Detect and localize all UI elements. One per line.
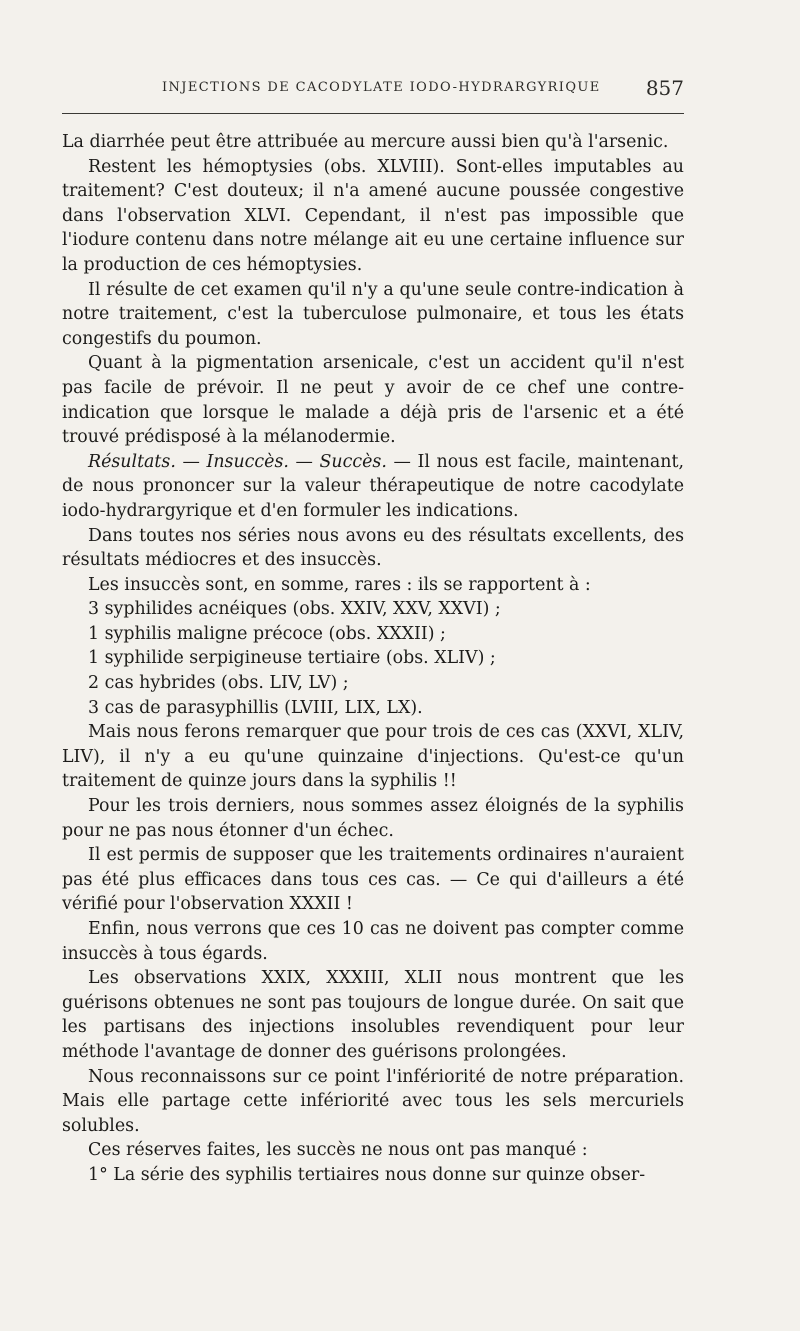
page-number: 857 [645,76,684,100]
successes-heading: Succès. [319,451,387,472]
failure-item: 1 syphilide serpigineuse tertiaire (obs. XLIV) ; [88,648,496,669]
paragraph: Il est permis de supposer que les traitements ordinaires n'auraient pas été plus efficaces dans tous ces cas. — Ce qui d'ailleurs a été vérifié pour l'observation XXXII ! [62,845,684,915]
failure-item: 2 cas hybrides (obs. LIV, LV) ; [88,673,349,694]
page-header [62,76,684,100]
results-paragraph [62,450,684,524]
paragraph: Il résulte de cet examen qu'il n'y a qu'une seule contre-indication à notre traitement, c'est la tuberculose pulmonaire, et tous les états congestifs du poumon. [62,279,684,349]
paragraph: Quant à la pigmentation arsenicale, c'est un accident qu'il n'est pas facile de prévoir. Il ne peut y avoir de ce chef une contre-indication que lorsque le malade a déjà pris de l'arsenic et a été trouvé prédisposé à la mélanodermie. [62,353,684,448]
paragraph: Mais nous ferons remarquer que pour trois de ces cas (XXVI, XLIV, LIV), il n'y a eu qu'une quinzaine d'injections. Qu'est-ce qu'un traitement de quinze jours dans la syphilis !! [62,722,684,792]
paragraph: La diarrhée peut être attribuée au mercure aussi bien qu'à l'arsenic. [62,132,669,152]
failure-item: 3 cas de parasyphillis (LVIII, LIX, LX). [88,697,423,718]
header-rule [62,113,684,114]
failure-item: 3 syphilides acnéiques (obs. XXIV, XXV, XXVI) ; [88,599,501,620]
results-separator: — [175,451,207,472]
paragraph: Ces réserves faites, les succès ne nous ont pas manqué : [88,1140,588,1161]
failure-item: 1 syphilis maligne précoce (obs. XXXII) ; [88,623,446,644]
running-head: INJECTIONS DE CACODYLATE IODO-HYDRARGYRIQUE [162,80,601,95]
results-separator: — [288,451,320,472]
results-heading: Résultats. [88,451,176,472]
body-text [62,130,684,1188]
paragraph: Les observations XXIX, XXXIII, XLII nous montrent que les guérisons obtenues ne sont pas toujours de longue durée. On sait que les partisans des injections insolubles revendiquent pour leur méthode l'avantage de donner des guérisons prolongées. [62,968,684,1062]
paragraph: Les insuccès sont, en somme, rares : ils se rapportent à : [88,574,591,595]
paragraph: Restent les hémoptysies (obs. XLVIII). Sont-elles imputables au traitement? C'est douteux; il n'a amené aucune poussée congestive dans l'observation XLVI. Cependant, il n'est pas impossible que l'iodure contenu dans notre mélange ait eu une certaine influence sur la production de ces hémoptysies. [62,156,684,275]
paragraph: Pour les trois derniers, nous sommes assez éloignés de la syphilis pour ne pas nous étonner d'un échec. [62,796,684,841]
paragraph: Dans toutes nos séries nous avons eu des résultats excellents, des résultats médiocres et des insuccès. [62,525,684,571]
paragraph: Enfin, nous verrons que ces 10 cas ne doivent pas compter comme insuccès à tous égards. [62,919,684,964]
paragraph: 1° La série des syphilis tertiaires nous donne sur quinze obser- [88,1164,646,1185]
paragraph: Nous reconnaissons sur ce point l'infériorité de notre préparation. Mais elle partage cette infériorité avec tous les sels mercuriels solubles. [62,1066,684,1136]
failures-heading: Insuccès. [206,451,289,472]
results-text: — Il nous est facile, maintenant, de nous prononcer sur la valeur thérapeutique de notre cacodylate iodo-hydrargyrique et d'en formuler les indications. [62,451,684,521]
